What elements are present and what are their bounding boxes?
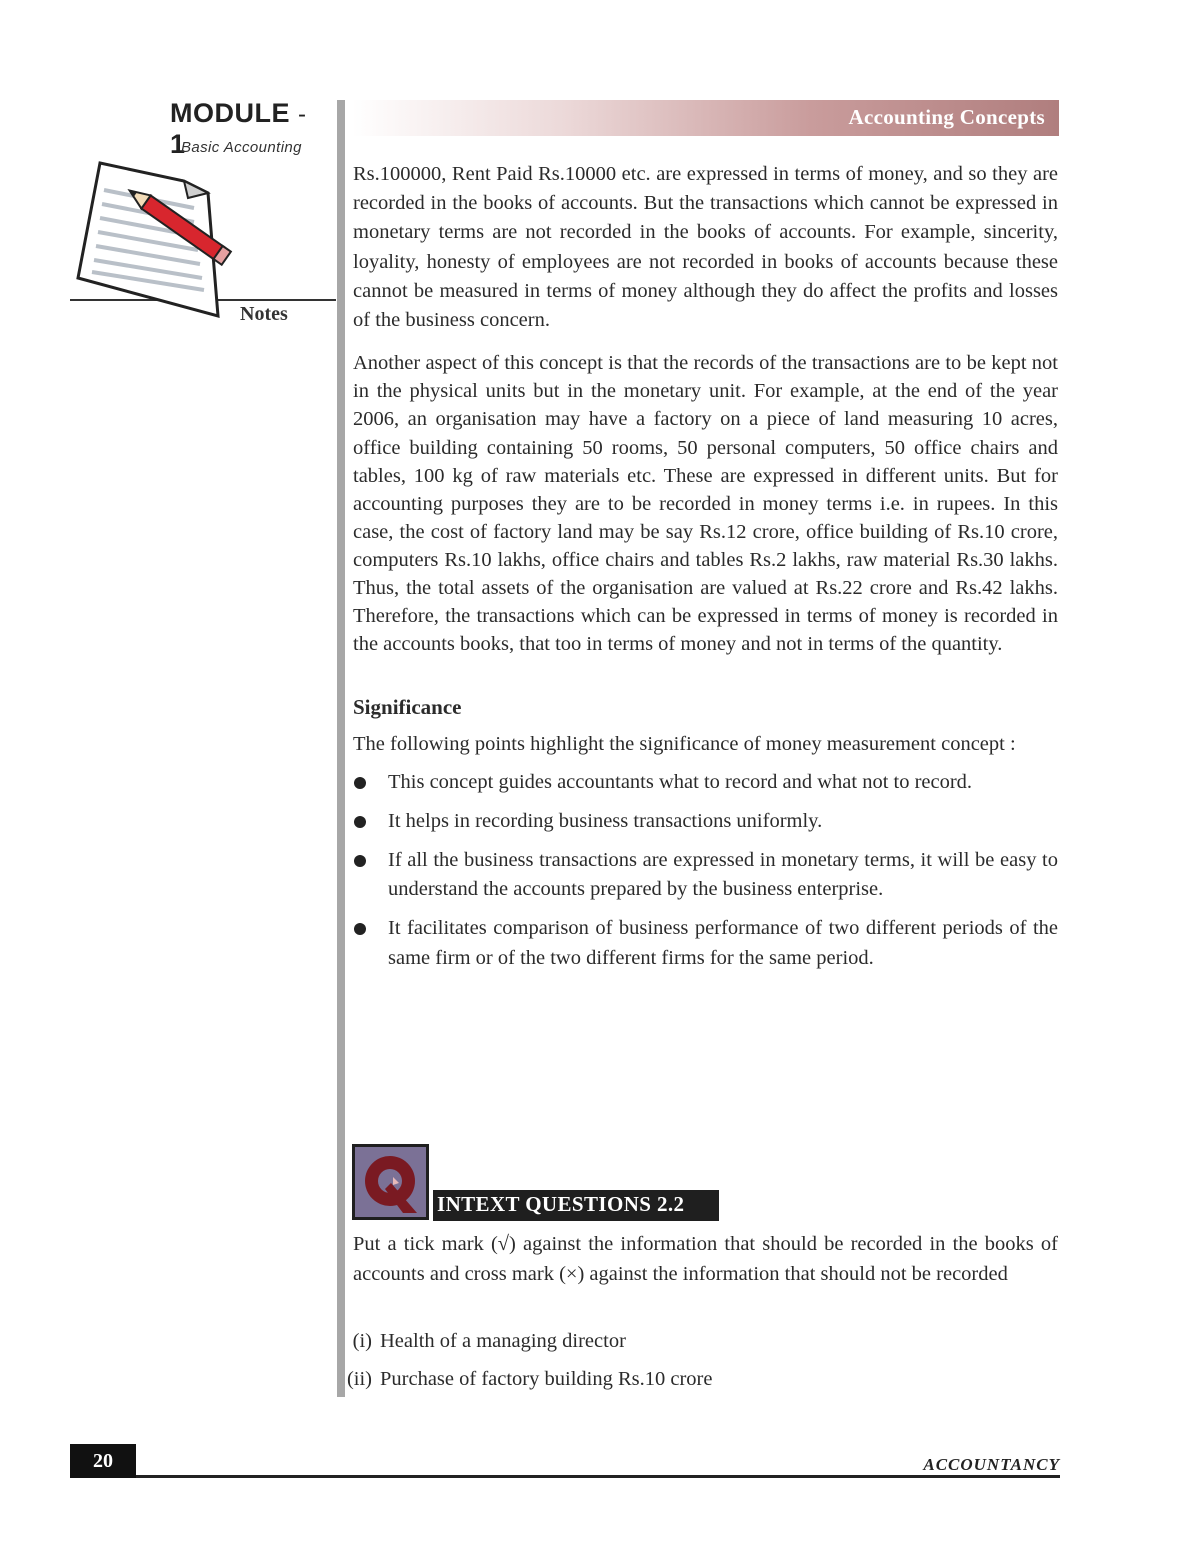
- module-number: 1: [170, 129, 186, 159]
- section-header-band: [352, 100, 1059, 136]
- section-title: Accounting Concepts: [848, 105, 1045, 129]
- margin-divider: [337, 100, 345, 1397]
- list-item: [353, 807, 1058, 836]
- question-number: (i): [352, 1330, 372, 1352]
- bullet-icon: [354, 777, 366, 789]
- list-item: [353, 914, 1058, 972]
- intext-questions-label: INTEXT QUESTIONS 2.2: [437, 1192, 685, 1216]
- question-item: [332, 1368, 712, 1391]
- module-title-text: MODULE: [170, 98, 290, 128]
- bullet-icon: [354, 923, 366, 935]
- question-text: Purchase of factory building Rs.10 crore: [380, 1368, 713, 1390]
- footer-brand: ACCOUNTANCY: [923, 1455, 1060, 1474]
- notepad-pencil-icon: [68, 160, 338, 330]
- main-content: [353, 160, 1058, 983]
- question-text: Health of a managing director: [380, 1330, 626, 1352]
- list-item-text: If all the business transactions are expressed in monetary terms, it will be easy to understand the accounts prepared by the business enterprise.: [388, 849, 1058, 901]
- notes-label: Notes: [240, 303, 288, 325]
- module-dash: -: [298, 101, 307, 128]
- significance-intro: The following points highlight the significance of money measurement concept :: [353, 733, 1016, 756]
- significance-list: [353, 768, 1058, 973]
- list-item: [353, 846, 1058, 904]
- intext-instruction: Put a tick mark (√) against the information that should be recorded in the books of accounts and cross mark (×) against the information that should not be recorded: [353, 1233, 1058, 1285]
- paragraph-2: Another aspect of this concept is that the records of the transactions are to be kept not in the physical units but in the monetary unit. For example, at the end of the year 2006, an organisation may have a factory on a piece of land measuring 10 acres, office building containing 50 rooms, 50 personal computers, 50 office chairs and tables, 100 kg of raw materials etc. These are expressed in different units. But for accounting purposes they are to be recorded in money terms i.e. in rupees. In this case, the cost of factory land may be say Rs.12 crore, office building of Rs.10 crore, computers Rs.10 lakhs, office chairs and tables Rs.2 lakhs, raw material Rs.30 lakhs. Thus, the total assets of the organisation are valued at Rs.22 crore and Rs.42 lakhs. Therefore, the transactions which can be expressed in terms of money is recorded in the accounts books, that too in terms of money and not in terms of the quantity.: [353, 352, 1058, 656]
- footer-rule: [136, 1475, 1060, 1478]
- list-item-text: It facilitates comparison of business performance of two different periods of the same firm or of the two different firms for the same period.: [388, 917, 1058, 969]
- bullet-icon: [354, 855, 366, 867]
- page-number: 20: [93, 1450, 113, 1472]
- list-item: [353, 768, 1058, 797]
- question-number: (ii): [346, 1368, 372, 1390]
- paragraph-1: Rs.100000, Rent Paid Rs.10000 etc. are expressed in terms of money, and so they are recorded in the books of accounts. But the transactions which cannot be expressed in monetary terms are not recorded in the books of accounts. For example, sincerity, loyality, honesty of employees are not recorded in books of accounts because these cannot be measured in terms of money although they do affect the profits and losses of the business concern.: [353, 163, 1058, 332]
- list-item-text: This concept guides accountants what to record and what not to record.: [388, 770, 973, 793]
- question-item: [332, 1330, 626, 1353]
- bullet-icon: [354, 816, 366, 828]
- list-item-text: It helps in recording business transactions uniformly.: [388, 809, 823, 832]
- question-q-icon: [352, 1144, 429, 1220]
- module-subtitle: Basic Accounting: [181, 139, 302, 156]
- significance-heading: Significance: [353, 695, 462, 720]
- page-number-box: [70, 1444, 136, 1478]
